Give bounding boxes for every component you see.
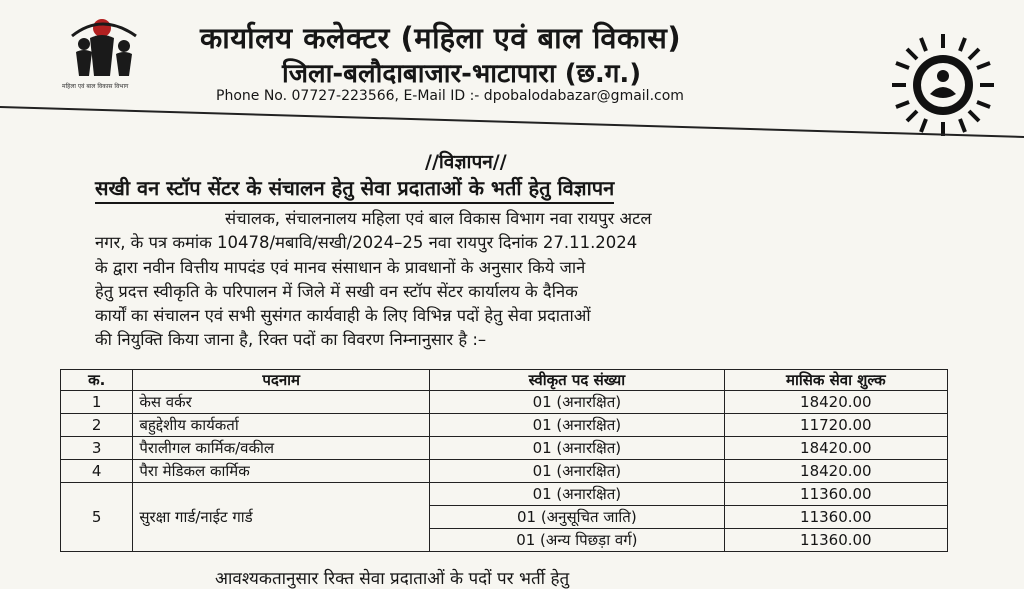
- row-sn: 2: [61, 414, 133, 437]
- row-count: 01 (अनारक्षित): [430, 460, 725, 483]
- row-post: केस वर्कर: [133, 391, 430, 414]
- row-fee: 11360.00: [724, 506, 947, 529]
- row-post: सुरक्षा गार्ड/नाईट गार्ड: [133, 483, 430, 552]
- body-line: की नियुक्ति किया जाना है, रिक्त पदों का विवरण निम्नानुसार है :–: [95, 330, 487, 350]
- women-child-logo-icon: [62, 16, 172, 82]
- body-line: के द्वारा नवीन वित्तीय मापदंड एवं मानव संसाधान के प्रावधानों के अनुसार किये जाने: [95, 257, 586, 277]
- row-fee: 11360.00: [724, 483, 947, 506]
- table-row: [61, 414, 948, 437]
- office-title: कार्यालय कलेक्टर (महिला एवं बाल विकास): [200, 21, 682, 55]
- row-count: 01 (अन्य पिछड़ा वर्ग): [430, 529, 725, 552]
- row-count: 01 (अनारक्षित): [430, 391, 725, 414]
- body-line: हेतु प्रदत्त स्वीकृति के परिपालन में जिले में सखी वन स्टॉप सेंटर कार्यालय के दैनिक: [95, 281, 578, 301]
- row-count: 01 (अनारक्षित): [430, 483, 725, 506]
- row-fee: 18420.00: [724, 437, 947, 460]
- col-header-post: पदनाम: [133, 370, 430, 391]
- table-row: [61, 437, 948, 460]
- logo-caption: महिला एवं बाल विकास विभाग: [62, 83, 129, 90]
- contact-line: Phone No. 07727-223566, E-Mail ID :- dpobalodabazar@gmail.com: [216, 88, 684, 104]
- header-divider: [0, 105, 1024, 139]
- notice-body: [95, 207, 955, 353]
- row-sn: 3: [61, 437, 133, 460]
- col-header-sn: क.: [61, 370, 133, 391]
- row-post: बहुद्देशीय कार्यकर्ता: [133, 414, 430, 437]
- body-line: कार्यों का संचालन एवं सभी सुसंगत कार्यवाही के लिए विभिन्न पदों हेतु सेवा प्रदाताओं: [95, 306, 591, 326]
- col-header-fee: मासिक सेवा शुल्क: [724, 370, 947, 391]
- row-count: 01 (अनुसूचित जाति): [430, 506, 725, 529]
- row-post: पैरालीगल कार्मिक/वकील: [133, 437, 430, 460]
- department-logo: [62, 16, 172, 96]
- district-title: जिला-बलौदाबाजार-भाटापारा (छ.ग.): [282, 59, 642, 89]
- row-fee: 18420.00: [724, 391, 947, 414]
- table-row: [61, 483, 948, 506]
- body-line: संचालक, संचालनालय महिला एवं बाल विकास विभाग नवा रायपुर अटल: [225, 209, 652, 228]
- posts-table: [60, 369, 948, 552]
- row-sn: 1: [61, 391, 133, 414]
- row-fee: 11360.00: [724, 529, 947, 552]
- row-fee: 18420.00: [724, 460, 947, 483]
- table-row: [61, 460, 948, 483]
- body-line: नगर, के पत्र कमांक 10478/मबावि/सखी/2024–25 नवा रायपुर दिनांक 27.11.2024: [95, 233, 638, 253]
- col-header-count: स्वीकृत पद संख्या: [430, 370, 725, 391]
- table-row: [61, 391, 948, 414]
- row-count: 01 (अनारक्षित): [430, 414, 725, 437]
- row-sn: 4: [61, 460, 133, 483]
- notice-subject: सखी वन स्टॉप सेंटर के संचालन हेतु सेवा प्रदाताओं के भर्ती हेतु विज्ञापन: [95, 174, 614, 204]
- row-post: पैरा मेडिकल कार्मिक: [133, 460, 430, 483]
- row-fee: 11720.00: [724, 414, 947, 437]
- row-count: 01 (अनारक्षित): [430, 437, 725, 460]
- table-header-row: [61, 370, 948, 391]
- notice-label: //विज्ञापन//: [425, 151, 507, 173]
- row-sn: 5: [61, 483, 133, 552]
- footer-cut-text: आवश्यकतानुसार रिक्त सेवा प्रदाताओं के पदों पर भर्ती हेतु: [215, 569, 570, 589]
